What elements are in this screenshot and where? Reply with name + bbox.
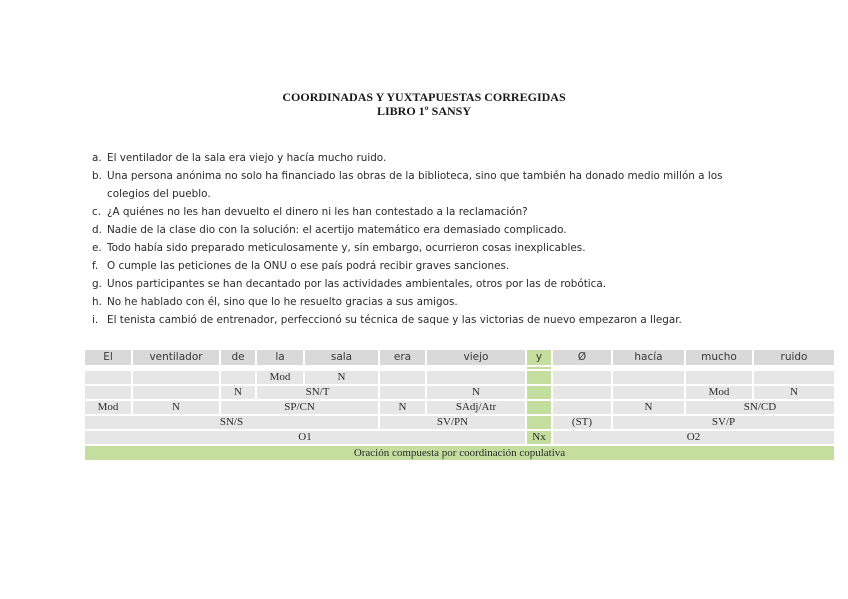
sentence-type-cell: Oración compuesta por coordinación copulativa bbox=[85, 446, 834, 460]
exercise-item bbox=[92, 149, 762, 167]
function-cell: Mod bbox=[85, 401, 131, 414]
function-cell: SN/S bbox=[85, 416, 378, 429]
analysis-row-3 bbox=[85, 401, 834, 414]
function-cell: SV/PN bbox=[380, 416, 525, 429]
function-cell: Mod bbox=[257, 371, 303, 384]
exercise-text: El tenista cambió de entrenador, perfeccionó su técnica de saque y las victorias de nuevo empezaron a llegar. bbox=[107, 314, 682, 326]
exercise-item bbox=[92, 275, 762, 293]
exercise-letter: a. bbox=[92, 152, 102, 164]
function-cell: SN/T bbox=[257, 386, 378, 399]
function-cell: N bbox=[133, 401, 219, 414]
exercise-letter: e. bbox=[92, 242, 102, 254]
function-cell: N bbox=[427, 386, 525, 399]
exercise-letter: c. bbox=[92, 206, 102, 218]
analysis-row-1 bbox=[85, 371, 834, 384]
exercise-letter: f. bbox=[92, 260, 99, 272]
word-cell: era bbox=[380, 350, 425, 365]
analysis-row-2 bbox=[85, 386, 834, 399]
exercise-item bbox=[92, 293, 762, 311]
exercise-item bbox=[92, 203, 762, 221]
exercise-text: O cumple las peticiones de la ONU o ese país podrá recibir graves sanciones. bbox=[107, 260, 510, 272]
word-cell: de bbox=[221, 350, 255, 365]
clause-cell: O1 bbox=[85, 431, 525, 444]
exercise-letter: d. bbox=[92, 224, 102, 236]
exercise-text: El ventilador de la sala era viejo y hacía mucho ruido. bbox=[107, 152, 387, 164]
exercise-text: Una persona anónima no solo ha financiado las obras de la biblioteca, sino que también ha donado medio millón a los colegios del pueblo. bbox=[107, 170, 723, 200]
word-cell: El bbox=[85, 350, 131, 365]
function-cell: N bbox=[754, 386, 834, 399]
word-cell: viejo bbox=[427, 350, 525, 365]
word-cell: sala bbox=[305, 350, 378, 365]
syntax-analysis-table bbox=[83, 348, 836, 462]
title-line-2: LIBRO 1º SANSY bbox=[377, 104, 471, 118]
nexus-cell: Nx bbox=[527, 431, 551, 444]
analysis-summary-row bbox=[85, 446, 834, 460]
exercise-text: No he hablado con él, sino que lo he resuelto gracias a sus amigos. bbox=[107, 296, 458, 308]
exercise-item bbox=[92, 311, 762, 329]
exercise-letter: h. bbox=[92, 296, 102, 308]
word-cell: ventilador bbox=[133, 350, 219, 365]
clause-cell: O2 bbox=[553, 431, 834, 444]
function-cell: N bbox=[305, 371, 378, 384]
analysis-row-5 bbox=[85, 431, 834, 444]
function-cell: N bbox=[613, 401, 684, 414]
function-cell: N bbox=[221, 386, 255, 399]
function-cell: N bbox=[380, 401, 425, 414]
function-cell: SP/CN bbox=[221, 401, 378, 414]
function-cell: SV/P bbox=[613, 416, 834, 429]
exercise-text: Unos participantes se han decantado por las actividades ambientales, otros por las de robótica. bbox=[107, 278, 607, 290]
word-cell: ruido bbox=[754, 350, 834, 365]
exercise-item bbox=[92, 221, 762, 239]
exercise-item bbox=[92, 167, 762, 203]
word-cell: mucho bbox=[686, 350, 752, 365]
exercise-text: Nadie de la clase dio con la solución: el acertijo matemático era demasiado complicado. bbox=[107, 224, 567, 236]
analysis-row-4 bbox=[85, 416, 834, 429]
exercise-text: ¿A quiénes no les han devuelto el dinero ni les han contestado a la reclamación? bbox=[107, 206, 528, 218]
function-cell: SAdj/Atr bbox=[427, 401, 525, 414]
title-line-1: COORDINADAS Y YUXTAPUESTAS CORREGIDAS bbox=[282, 90, 566, 104]
conjunction-word-cell: y bbox=[527, 350, 551, 365]
function-cell: SN/CD bbox=[686, 401, 834, 414]
exercise-item bbox=[92, 239, 762, 257]
sentence-words-row bbox=[85, 350, 834, 365]
exercise-text: Todo había sido preparado meticulosamente y, sin embargo, ocurrieron cosas inexplicables. bbox=[107, 242, 586, 254]
exercise-letter: b. bbox=[92, 170, 102, 182]
spacer-row bbox=[85, 367, 834, 369]
word-cell: la bbox=[257, 350, 303, 365]
function-cell: Mod bbox=[686, 386, 752, 399]
exercise-list bbox=[92, 149, 762, 329]
exercise-letter: i. bbox=[92, 314, 99, 326]
function-cell: (ST) bbox=[553, 416, 611, 429]
page-title bbox=[0, 90, 848, 118]
exercise-item bbox=[92, 257, 762, 275]
word-cell: Ø bbox=[553, 350, 611, 365]
exercise-letter: g. bbox=[92, 278, 102, 290]
word-cell: hacía bbox=[613, 350, 684, 365]
